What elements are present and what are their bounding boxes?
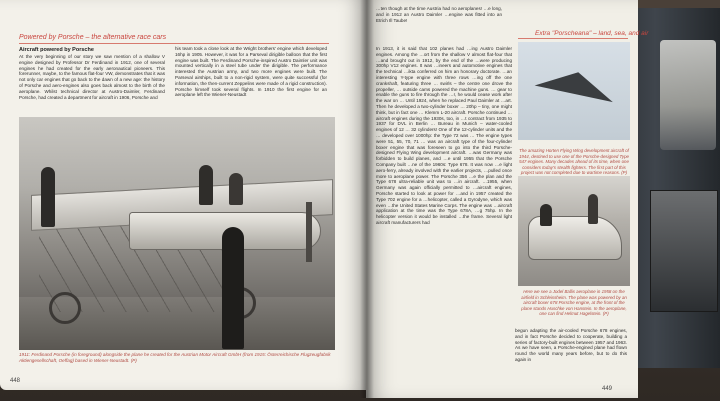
right-column-bottom-text: begun adapting the air-cooled Porsche 678 engines, and in fact Porsche decided to cooperate, building a series of factory-built engines between 1957 and 1963. As we have seen, a Porsche-engined plane had flown round the world many years before, but to do this again in [515,328,627,362]
left-photo-caption: 1911: Ferdinand Porsche (in foreground) alongside the plane he created for the Austrian Motor Aircraft GmbH (from 1915: Österreichische Flugzeugfabrik Aktiengesellschaft, Oeffag) based in Wiener-Neustadt. (P) [19,352,331,363]
flying-wing-aircraft [535,64,618,102]
jodel-aeroplane-photo [518,176,630,286]
right-column-main-text: In 1913, it is said that 102 planes had …ing Austro Daimler engines. Among the …ort from the shallow V almost flat-four that …and brought out in 1912, by the end of the …were producing 300hp V12 engines. It was …ineers and automotive engines that the technical …ikta conferred on him an honorary doctorate. …an interesting Y-type engine with three rows …ing off the one crankshaft, featuring three … swirls – the centre one drove the propeller, … outside cams powered the machine guns. … gear to enable the guns to fire through the …r, he would cease work after the war on … Until 1924, when he replaced Paul Daimler at …art. Then he developed a two-cylinder boxer … 20hp – tiny, one might think, but in fact one … Klemm L-20 aircraft. Porsche continued …aircraft engines during the 1930s, too, in …t contract from 1935 to 1937 for DVL in Berlin … Bureau in Munich – water-cooled engines of 12 … 32 cylinders! One of the 12-cylinder units and the … developed over 1000hp: the Type 72 was … The engine types were 51, 55, 70, 71 … was an aircraft type of the four-cylinder boxer engine that was foreseen to go into the third Porsche-designed Flying Wing development aircraft. …was Germany was forbidden to build planes, and …e until 1955 that the Porsche Company built …ne of the 1960s: Type 678. It was now …e light aero-ferry, already involved with the earlier projects, …pulled once more to aeroplane power. The Porsche 356 …e the plan and the Type 678 ultra-reliable unit was to …in aircraft. …1955, when Germany was again officially permitted to …aircraft engines, Porsche started to look at power for …and in 1957 created the Type 702 engine for a …helicopter, called a Gyrodyne, which was even …the United States Marine Corps. The engine was …aircraft application at the time was the Type 678A, …g 75hp. In the helicopter version it would be installed …the frame. Several light aircraft manufacturers had [376,46,512,225]
flying-wing-caption: The amazing Horten Flying Wing development aircraft of 1944, destined to use one of the Porsche-designed Type 547 engines. Many decades ahead of its time, when one considers today's stealth fighters. The first part of this project was not completed due to wartime reasons. (P) [518,148,629,176]
photo-person [229,173,243,205]
page-number-right: 449 [602,386,613,392]
header-rule [19,43,329,44]
flying-wing-photo [518,42,630,140]
adjacent-book-car-image [660,40,716,150]
section-title: Aircraft powered by Porsche [19,47,94,53]
jodel-aeroplane-caption: Here we see a Jodel Ballis aeroplane in 1958 on the airfield in Schleissheim. The plane was powered by an aircraft boxer 678 Porsche engine, at the front of the plane stands Huschke von Hanstein. In the aeroplane, one can find Helmut Hagelstein. (P) [521,289,627,317]
header-rule [518,38,628,39]
right-column-top-text: …ten though at the time Austria had no aeroplanes! …e long, and in 1912 an Austro Daimler …engine was fitted into an Etrich Ill Taube! [376,6,502,23]
photo-person [588,194,598,224]
right-page-header: Extra "Porscheana" – land, sea, and air [535,30,649,37]
aircraft-photo-1911 [19,117,335,350]
adjacent-book-photo [650,190,718,312]
photo-person [540,204,552,226]
left-page-header: Powered by Porsche – the alternative race cars [19,34,167,41]
photo-person [199,165,213,205]
left-column-b-text: his team took a close look at the Wright brothers' engine which developed 16hp in 1905. However, it was for a Parseval dirigible balloon that the first engine was built. The Ferdinand Porsche-inspired Austro Daimler unit was mounted vertically in a steel tube under the dirigible. The performance interested the Austrian army, and two more engines were built. The Parseval airships, built to a non-rigid system, were quite successful (for information, the then-current Zeppelins were made of a rigid construction). Porsche himself took several flights. In 1910 the first engine for an aeroplane left the Wiener-Neustadt [175,46,327,98]
photo-person [41,167,55,227]
aircraft-propeller [306,202,312,262]
page-number-left: 448 [10,378,21,384]
left-column-a-text: At the very beginning of our story we saw mention of a shallow V engine designed by Professor Dr Ferdinand in 1912, one of several engines he had created for the early aeronautical pioneers. This forerunner, maybe, to the famous flat-four VW, demonstrates that it was not only car engines that go back to the dawn of a new age: the history of Porsche and aero-engines also goes back almost to the birth of the aeroplane. Whilst technical director at Austro-Daimler, Ferdinand Porsche, had created a department for aircraft in 1906, Porsche and [19,54,165,100]
aircraft-wheel [49,292,81,324]
book-gutter [360,0,374,398]
photo-person-ferdinand-porsche [222,227,244,349]
